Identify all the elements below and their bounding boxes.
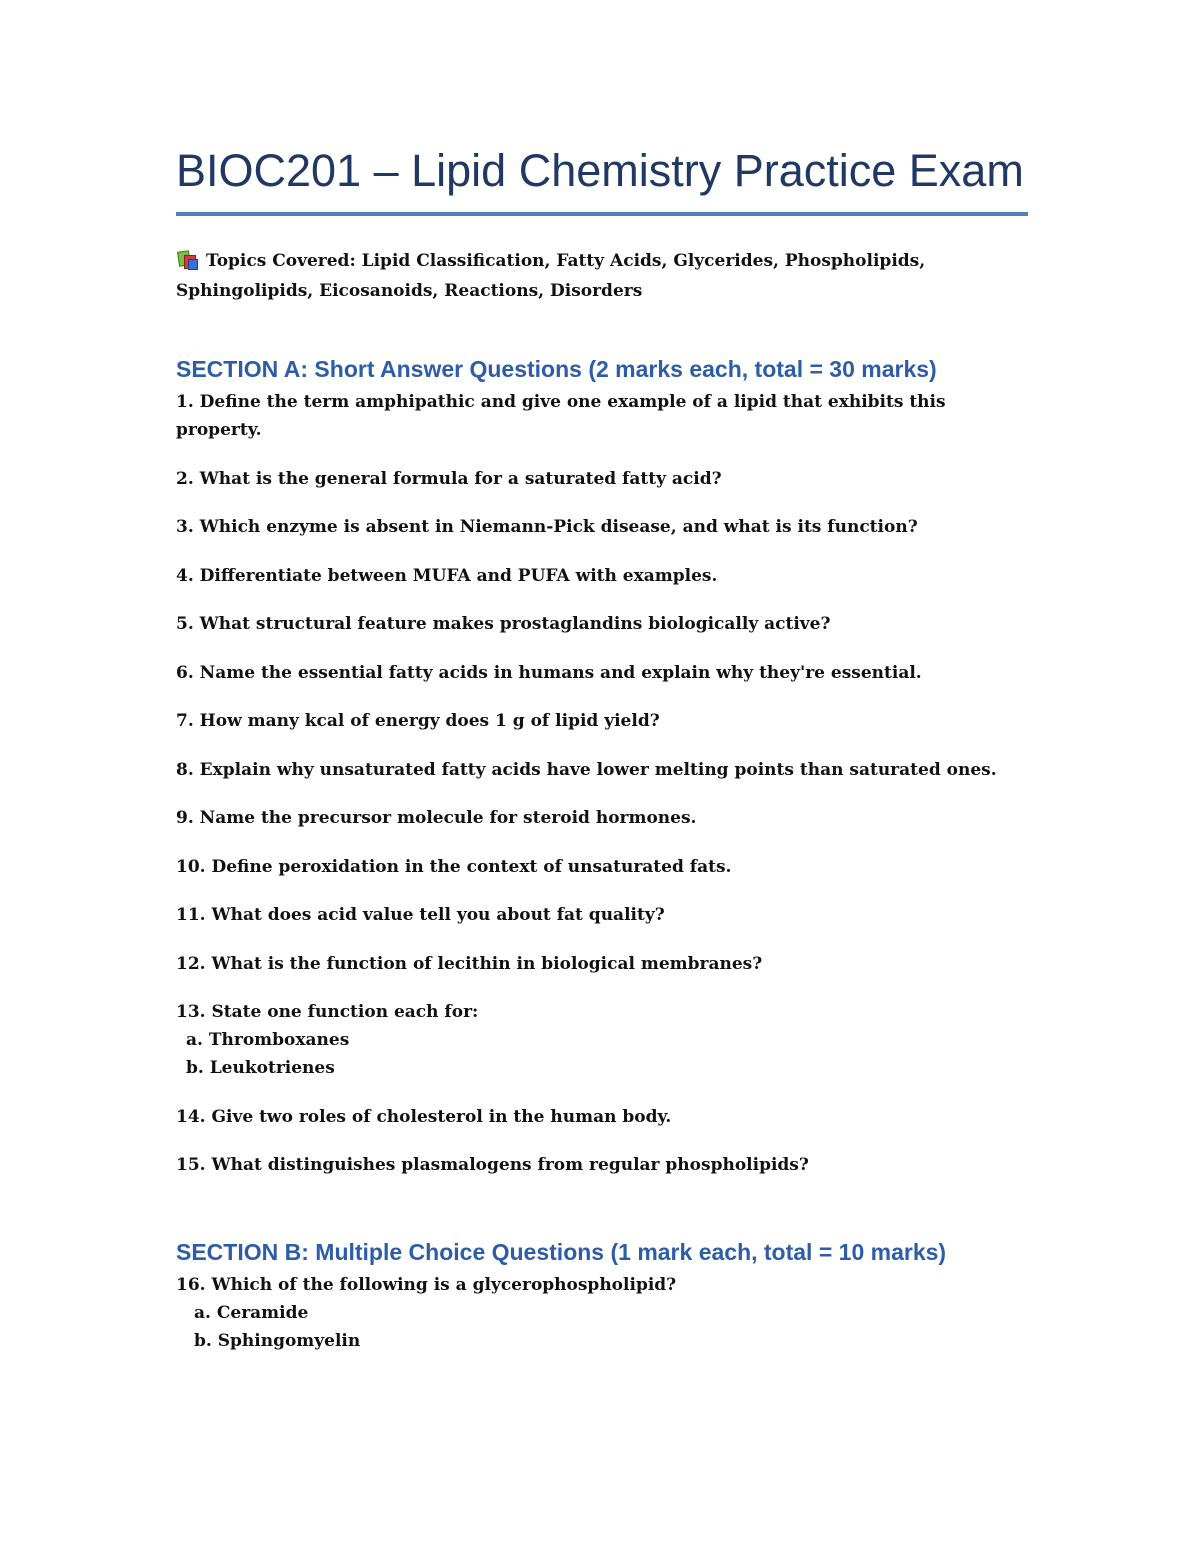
question-16-text: 16. Which of the following is a glycerophospholipid? <box>176 1275 677 1295</box>
question-6: 6. Name the essential fatty acids in humans and explain why they're essential. <box>176 662 922 683</box>
question-16-option-b: b. Sphingomyelin <box>194 1331 361 1351</box>
section-b-questions <box>176 1271 1028 1355</box>
question-9: 9. Name the precursor molecule for steroid hormones. <box>176 808 697 828</box>
question-7: 7. How many kcal of energy does 1 g of lipid yield? <box>176 711 660 731</box>
question-16 <box>176 1271 1028 1355</box>
question-8: 8. Explain why unsaturated fatty acids have lower melting points than saturated ones. <box>176 759 997 780</box>
section-b-heading: SECTION B: Multiple Choice Questions (1 mark each, total = 10 marks) <box>176 1239 947 1265</box>
question-10: 10. Define peroxidation in the context of unsaturated fats. <box>176 856 732 877</box>
topics-text: Topics Covered: Lipid Classification, Fatty Acids, Glycerides, Phospholipids, Sphingolipids, Eicosanoids, Reactions, Disorders <box>176 251 926 301</box>
question-15: 15. What distinguishes plasmalogens from regular phospholipids? <box>176 1155 809 1175</box>
exam-page <box>176 140 1028 1376</box>
question-14: 14. Give two roles of cholesterol in the human body. <box>176 1106 672 1127</box>
section-a-questions <box>176 388 1028 1179</box>
question-13 <box>176 998 1028 1082</box>
question-4: 4. Differentiate between MUFA and PUFA with examples. <box>176 565 718 586</box>
books-icon <box>176 250 198 268</box>
page-title: BIOC201 – Lipid Chemistry Practice Exam <box>176 145 1024 196</box>
question-16-option-a: a. Ceramide <box>194 1303 309 1323</box>
question-2: 2. What is the general formula for a saturated fatty acid? <box>176 468 722 489</box>
question-13-text: 13. State one function each for: <box>176 1002 479 1022</box>
question-12: 12. What is the function of lecithin in biological membranes? <box>176 953 763 974</box>
question-13-item-a: a. Thromboxanes <box>186 1030 350 1050</box>
question-13-item-b: b. Leukotrienes <box>186 1058 335 1078</box>
question-1: 1. Define the term amphipathic and give one example of a lipid that exhibits this property. <box>176 392 946 440</box>
question-3: 3. Which enzyme is absent in Niemann-Pick disease, and what is its function? <box>176 517 918 537</box>
title-divider <box>176 212 1028 216</box>
question-11: 11. What does acid value tell you about fat quality? <box>176 905 665 925</box>
topics-line <box>176 246 1028 306</box>
section-a-heading: SECTION A: Short Answer Questions (2 marks each, total = 30 marks) <box>176 356 937 382</box>
question-5: 5. What structural feature makes prostaglandins biologically active? <box>176 614 831 634</box>
